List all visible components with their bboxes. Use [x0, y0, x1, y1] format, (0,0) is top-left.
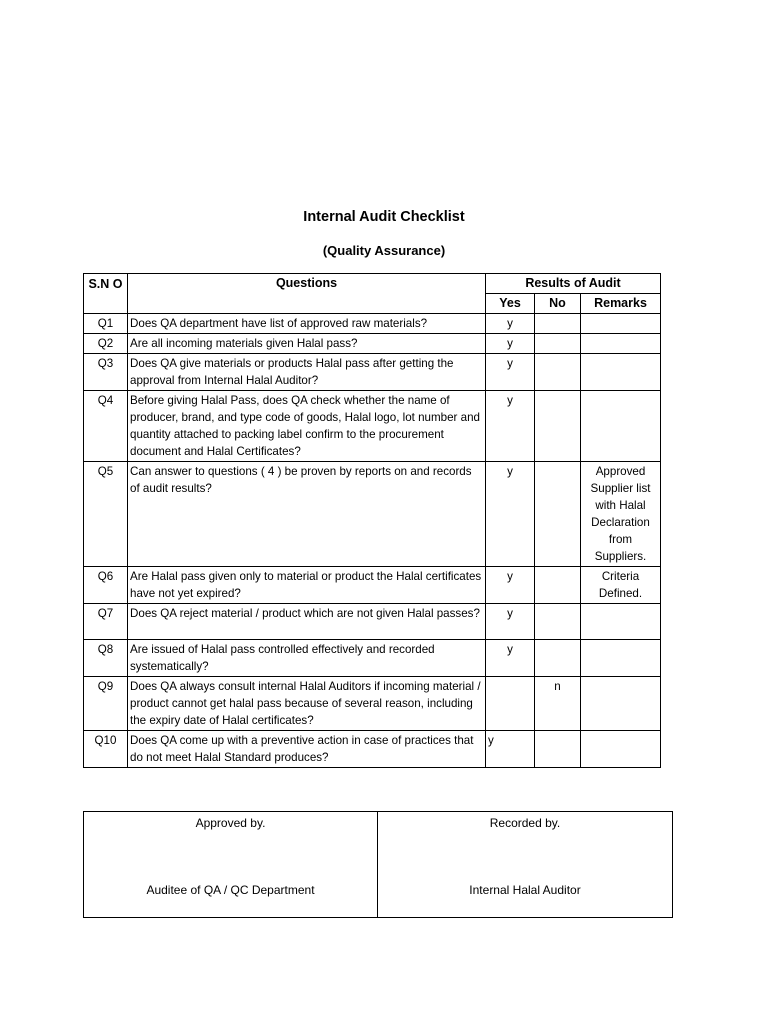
- row-sno: Q6: [84, 567, 128, 604]
- approved-by-label: Approved by.: [195, 816, 266, 830]
- row-no: [535, 567, 581, 604]
- row-remarks: [581, 314, 661, 334]
- row-sno: Q5: [84, 462, 128, 567]
- row-sno: Q4: [84, 391, 128, 462]
- row-remarks: [581, 391, 661, 462]
- row-no: [535, 462, 581, 567]
- row-no: [535, 314, 581, 334]
- header-remarks: Remarks: [581, 294, 661, 314]
- row-question: Are all incoming materials given Halal pass?: [128, 334, 486, 354]
- row-question: Does QA give materials or products Halal pass after getting the approval from Internal Halal Auditor?: [128, 354, 486, 391]
- auditee-role: Auditee of QA / QC Department: [146, 883, 315, 897]
- header-yes: Yes: [486, 294, 535, 314]
- row-yes: y: [486, 354, 535, 391]
- table-row: [84, 391, 661, 462]
- header-no: No: [535, 294, 581, 314]
- table-row: [84, 567, 661, 604]
- row-yes: [486, 677, 535, 731]
- row-sno: Q10: [84, 731, 128, 768]
- row-remarks: [581, 604, 661, 640]
- row-no: [535, 604, 581, 640]
- row-yes: y: [486, 604, 535, 640]
- row-no: [535, 334, 581, 354]
- row-remarks: [581, 640, 661, 677]
- recorded-by-cell: [378, 812, 673, 918]
- header-results: Results of Audit: [486, 274, 661, 294]
- table-row: [84, 640, 661, 677]
- page-title: Internal Audit Checklist: [303, 209, 465, 225]
- row-yes: y: [486, 640, 535, 677]
- row-yes: y: [486, 731, 535, 768]
- row-yes: y: [486, 334, 535, 354]
- row-question: Does QA always consult internal Halal Auditors if incoming material / product cannot get halal pass because of several reason, including the expiry date of Halal certificates?: [128, 677, 486, 731]
- row-question: Does QA reject material / product which are not given Halal passes?: [128, 604, 486, 640]
- row-no: [535, 640, 581, 677]
- row-remarks: [581, 677, 661, 731]
- page-subtitle: (Quality Assurance): [322, 243, 446, 258]
- row-sno: Q8: [84, 640, 128, 677]
- signature-table: [83, 811, 673, 918]
- table-row: [84, 462, 661, 567]
- recorded-by-label: Recorded by.: [489, 816, 561, 830]
- row-sno: Q3: [84, 354, 128, 391]
- row-yes: y: [486, 314, 535, 334]
- row-remarks: Criteria Defined.: [581, 567, 661, 604]
- table-row: [84, 731, 661, 768]
- table-row: [84, 604, 661, 640]
- row-sno: Q2: [84, 334, 128, 354]
- row-no: [535, 354, 581, 391]
- table-row: [84, 314, 661, 334]
- row-no: [535, 731, 581, 768]
- audit-table-body: [84, 314, 661, 768]
- audit-checklist-table: [83, 273, 661, 768]
- row-question: Does QA come up with a preventive action in case of practices that do not meet Halal Standard produces?: [128, 731, 486, 768]
- header-sno: S.N O: [84, 274, 128, 314]
- auditor-role: Internal Halal Auditor: [469, 883, 581, 897]
- row-remarks: [581, 334, 661, 354]
- row-yes: y: [486, 462, 535, 567]
- row-remarks: [581, 354, 661, 391]
- row-yes: y: [486, 391, 535, 462]
- row-no: n: [535, 677, 581, 731]
- row-yes: y: [486, 567, 535, 604]
- table-row: [84, 677, 661, 731]
- table-row: [84, 354, 661, 391]
- row-question: Are Halal pass given only to material or product the Halal certificates have not yet expired?: [128, 567, 486, 604]
- row-sno: Q9: [84, 677, 128, 731]
- row-remarks: Approved Supplier list with Halal Declaration from Suppliers.: [581, 462, 661, 567]
- row-remarks: [581, 731, 661, 768]
- row-sno: Q7: [84, 604, 128, 640]
- row-question: Before giving Halal Pass, does QA check whether the name of producer, brand, and type code of goods, Halal logo, lot number and quantity attached to packing label confirm to the procurement document and Halal Certificates?: [128, 391, 486, 462]
- header-questions: Questions: [128, 274, 486, 314]
- row-no: [535, 391, 581, 462]
- table-row: [84, 334, 661, 354]
- approved-by-cell: [84, 812, 378, 918]
- row-question: Does QA department have list of approved raw materials?: [128, 314, 486, 334]
- row-sno: Q1: [84, 314, 128, 334]
- row-question: Can answer to questions ( 4 ) be proven by reports on and records of audit results?: [128, 462, 486, 567]
- row-question: Are issued of Halal pass controlled effectively and recorded systematically?: [128, 640, 486, 677]
